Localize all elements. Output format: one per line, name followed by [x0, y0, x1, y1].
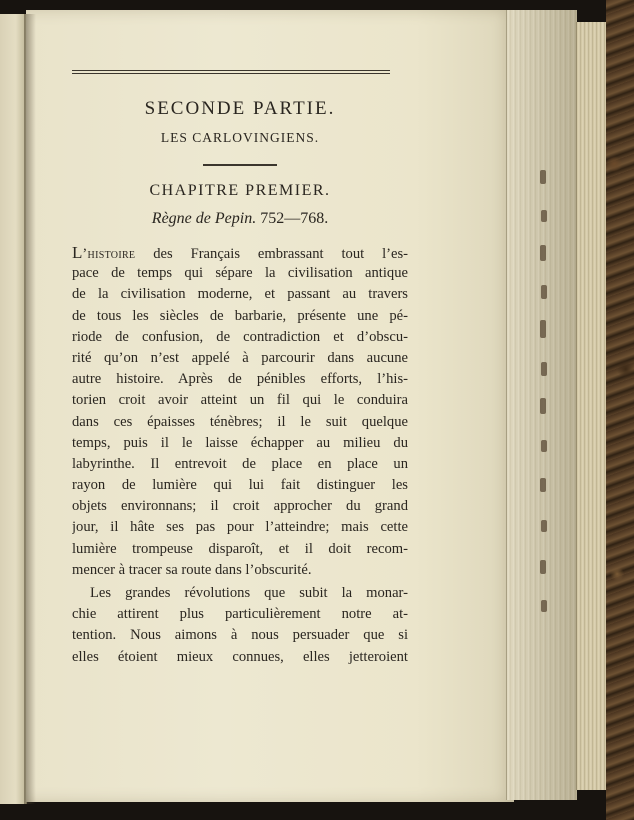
chapter-title: CHAPITRE PREMIER. — [149, 182, 331, 199]
binding-mark — [540, 398, 546, 414]
binding-mark — [541, 520, 547, 532]
marbled-cover — [606, 0, 634, 820]
binding-mark — [540, 478, 546, 492]
text-line: mencer à tracer sa route dans l’obscurité. — [72, 561, 312, 578]
text-line: dans ces épaisses ténèbres; il le suit quelque — [72, 413, 408, 430]
reign-heading — [72, 210, 408, 228]
paragraph-2 — [72, 583, 408, 668]
gutter-shadow — [24, 14, 36, 804]
text-line: de la civilisation moderne, et passant au travers — [72, 286, 408, 303]
binding-mark — [540, 245, 546, 261]
text-line: autre histoire. Après de pénibles efforts, l’his- — [72, 371, 408, 388]
text-line: lumière trompeuse disparoît, et il doit recom- — [72, 540, 408, 557]
text-line: pace de temps qui sépare la civilisation antique — [72, 265, 408, 282]
paragraph-1 — [72, 242, 408, 581]
first-word: ’histoire — [82, 246, 136, 262]
text-line: Les grandes révolutions que subit la monar- — [90, 585, 408, 601]
dynasty-title: LES CARLOVINGIENS. — [160, 130, 320, 145]
text-line: objets environnans; il croit approcher du grand — [72, 498, 408, 515]
text-line: rayon de lumière qui lui fait distinguer les — [72, 477, 408, 494]
binding-mark — [541, 362, 547, 376]
text-line: de tous les siècles de barbarie, présente une pé- — [72, 307, 408, 324]
text-line: rité qu’on n’est appelé à parcourir dans aucune — [72, 349, 408, 366]
binding-mark — [540, 560, 546, 574]
part-title: SECONDE PARTIE. — [144, 98, 336, 119]
text-line: riode de confusion, de contradiction et d’obscu- — [72, 328, 408, 345]
binding-mark — [541, 600, 547, 612]
binding-mark — [540, 170, 546, 184]
binding-mark — [541, 440, 547, 452]
text-line: temps, puis il le laisse échapper au milieu du — [72, 434, 408, 451]
text-line: labyrinthe. Il entrevoit de place en place un — [72, 455, 408, 472]
binding-mark — [540, 320, 546, 338]
header-double-rule — [72, 70, 390, 74]
section-rule — [203, 164, 277, 166]
text-line: torien croit avoir atteint un fil qui le conduira — [72, 392, 408, 409]
text-line: jour, il hâte ses pas pour l’atteindre; mais cette — [72, 519, 408, 536]
reign-title: Règne de Pepin. — [151, 210, 257, 227]
text-line: chie attirent plus particulièrement notre at- — [72, 606, 408, 623]
line-text: des Français embrassant tout l’es- — [135, 246, 408, 262]
text-line: elles étoient mieux connues, elles jetteroient — [72, 648, 408, 665]
text-line — [72, 242, 408, 263]
left-facing-page-edge — [0, 14, 27, 804]
binding-mark — [541, 285, 547, 299]
binding-mark — [541, 210, 547, 222]
text-line: tention. Nous aimons à nous persuader que si — [72, 627, 408, 644]
fore-edge — [576, 22, 610, 790]
initial-letter: L — [72, 243, 83, 262]
page-text — [72, 70, 408, 668]
reign-dates: 752—768. — [260, 210, 329, 227]
